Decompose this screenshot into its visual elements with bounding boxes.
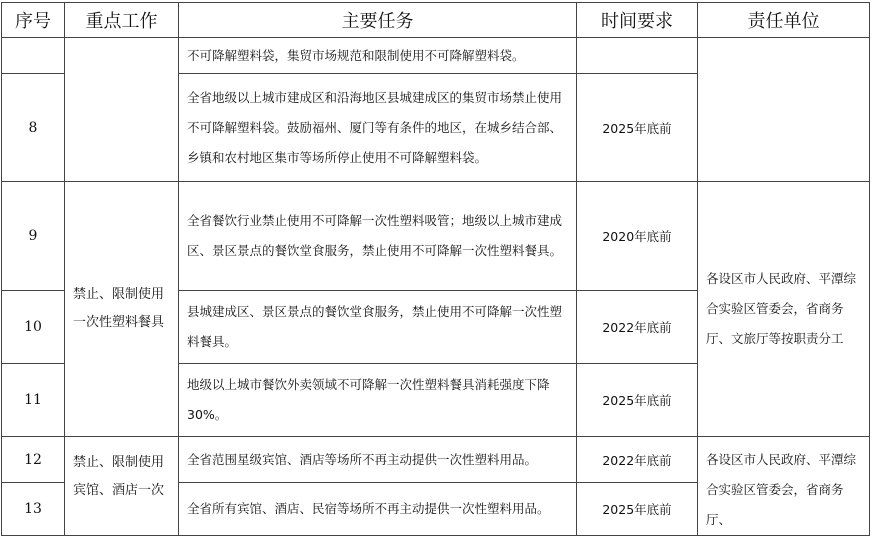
category-cell-blank — [65, 38, 179, 182]
header-responsible: 责任单位 — [698, 3, 870, 38]
category-cell: 禁止、限制使用一次性塑料餐具 — [65, 182, 179, 437]
row-time: 2022年底前 — [577, 291, 698, 364]
row-time — [577, 38, 698, 74]
row-time: 2020年底前 — [577, 182, 698, 291]
responsible-cell-blank — [698, 38, 870, 182]
category-cell: 禁止、限制使用宾馆、酒店一次 — [65, 437, 179, 536]
row-time: 2022年底前 — [577, 437, 698, 483]
row-serial: 13 — [2, 483, 65, 536]
row-task: 全省范围星级宾馆、酒店等场所不再主动提供一次性塑料用品。 — [179, 437, 577, 483]
row-time: 2025年底前 — [577, 483, 698, 536]
table-row — [2, 38, 870, 74]
row-task: 县城建成区、景区景点的餐饮堂食服务，禁止使用不可降解一次性塑料餐具。 — [179, 291, 577, 364]
table-row — [2, 182, 870, 291]
row-serial: 9 — [2, 182, 65, 291]
policy-table — [1, 2, 870, 536]
row-task: 不可降解塑料袋，集贸市场规范和限制使用不可降解塑料袋。 — [179, 38, 577, 74]
responsible-cell: 各设区市人民政府、平潭综合实验区管委会，省商务厅、文旅厅等按职责分工 — [698, 182, 870, 437]
row-task: 全省所有宾馆、酒店、民宿等场所不再主动提供一次性塑料用品。 — [179, 483, 577, 536]
header-serial: 序号 — [2, 3, 65, 38]
row-task: 全省餐饮行业禁止使用不可降解一次性塑料吸管；地级以上城市建成区、景区景点的餐饮堂食服务，禁止使用不可降解一次性塑料餐具。 — [179, 182, 577, 291]
row-serial: 8 — [2, 74, 65, 182]
row-task: 全省地级以上城市建成区和沿海地区县城建成区的集贸市场禁止使用不可降解塑料袋。鼓励福州、厦门等有条件的地区，在城乡结合部、乡镇和农村地区集市等场所停止使用不可降解塑料袋。 — [179, 74, 577, 182]
row-time: 2025年底前 — [577, 74, 698, 182]
row-serial: 11 — [2, 364, 65, 437]
row-serial — [2, 38, 65, 74]
row-serial: 12 — [2, 437, 65, 483]
row-time: 2025年底前 — [577, 364, 698, 437]
row-serial: 10 — [2, 291, 65, 364]
header-row — [2, 3, 870, 38]
header-key-work: 重点工作 — [65, 3, 179, 38]
row-task: 地级以上城市餐饮外卖领域不可降解一次性塑料餐具消耗强度下降30%。 — [179, 364, 577, 437]
responsible-cell: 各设区市人民政府、平潭综合实验区管委会，省商务厅、 — [698, 437, 870, 536]
header-main-task: 主要任务 — [179, 3, 577, 38]
header-time: 时间要求 — [577, 3, 698, 38]
table-row — [2, 437, 870, 483]
